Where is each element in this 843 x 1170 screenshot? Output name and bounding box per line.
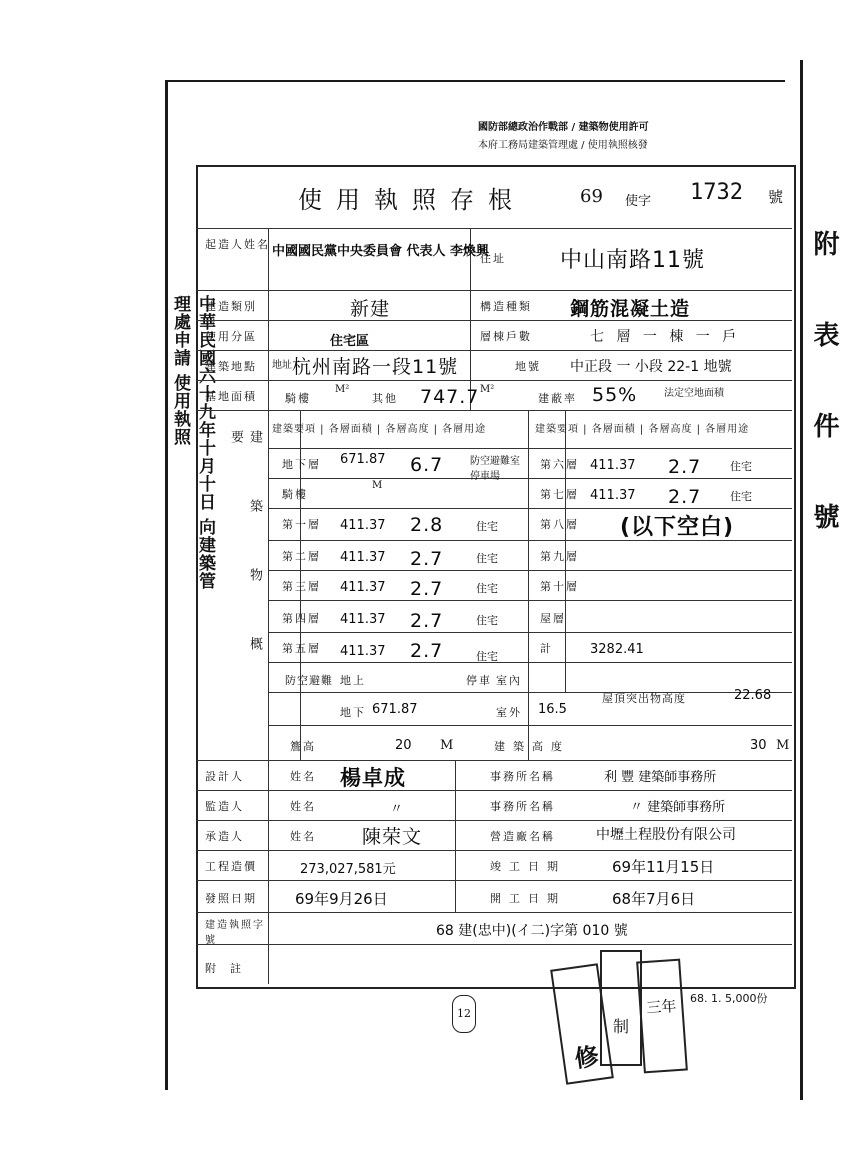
floor-height: 2.7: [410, 548, 444, 570]
address-label: 住址: [480, 252, 506, 265]
site-address-label: 地址: [272, 360, 292, 371]
address-value: 中山南路11號: [560, 248, 705, 273]
floor-area: 411.37: [590, 458, 636, 473]
zone-label: 使用分區: [205, 330, 257, 343]
floor-area: 411.37: [340, 550, 386, 565]
header-right: 建築要項 | 各層面積 | 各層高度 | 各層用途: [535, 424, 750, 435]
floor-name: 屋層: [540, 612, 566, 625]
small-seal: 12: [452, 995, 476, 1033]
total-value: 3282.41: [590, 642, 644, 657]
floor-use: 住宅: [476, 650, 498, 663]
structure-label: 構造種類: [480, 300, 532, 313]
print-code: 68. 1. 5,000份: [690, 992, 768, 1005]
floor-use: 住宅: [730, 460, 752, 473]
year-seal: 三年: [636, 959, 688, 1074]
designer-office: 利 豐 建築師事務所: [604, 770, 717, 785]
coverage-label: 建蔽率: [538, 392, 577, 405]
contractor-firm: 中壢土程股份有限公司: [596, 827, 736, 843]
area-label: 基地面積: [205, 390, 257, 403]
floor-use: 防空避難室 停車場: [470, 456, 520, 482]
stamp-line-2: 本府工務局建築管理處 / 使用執照核發: [478, 140, 648, 151]
note-label: 附註: [205, 962, 255, 975]
floor-height: 2.7: [410, 578, 444, 600]
supervisor-value: 〃: [390, 802, 404, 817]
permit-year: 69: [580, 186, 603, 207]
floor-use: 住宅: [476, 520, 498, 533]
height-value: 30: [750, 738, 767, 753]
cost-label: 工程造價: [205, 860, 257, 873]
start-label: 開工日期: [490, 892, 566, 905]
supervisor-office-label: 事務所名稱: [490, 800, 555, 813]
permit-label: 建造執照字號: [205, 920, 265, 946]
designer-value: 楊卓成: [340, 766, 406, 790]
legal-open-label: 法定空地面積: [664, 388, 724, 399]
floors-value: 七 層 一 棟 一 戶: [590, 329, 741, 345]
other-unit: M²: [480, 384, 495, 395]
floor-use: 住宅: [730, 490, 752, 503]
start-value: 68年7月6日: [612, 890, 696, 908]
floor-area: 411.37: [590, 488, 636, 503]
height-label: 建築高度: [494, 740, 570, 753]
contractor-label: 承造人: [205, 830, 244, 843]
floor-name: 第四層: [282, 612, 321, 625]
complete-value: 69年11月15日: [612, 858, 715, 876]
site-address: 杭州南路一段11號: [292, 356, 459, 378]
floor-height: 6.7: [410, 454, 444, 476]
floor-height: 2.7: [410, 640, 444, 662]
designer-office-label: 事務所名稱: [490, 770, 555, 783]
lot-label: 地號: [515, 360, 541, 373]
form-title: 使用執照存根: [298, 186, 526, 214]
floor-use: 住宅: [476, 614, 498, 627]
floor-area: 411.37: [340, 612, 386, 627]
header-left: 建築要項 | 各層面積 | 各層高度 | 各層用途: [272, 424, 487, 435]
supervisor-name-label: 姓名: [290, 800, 316, 813]
blank-below-note: (以下空白): [620, 515, 735, 540]
floor-use: 住宅: [476, 552, 498, 565]
arcade-unit: M²: [335, 384, 350, 395]
arcade-label: 騎樓: [285, 392, 311, 405]
applicant-value: 中國國民黨中央委員會 代表人 李煥興: [272, 244, 490, 259]
below-value: 671.87: [372, 702, 418, 717]
floor-name: 第三層: [282, 580, 321, 593]
category-label: 建造類別: [205, 300, 257, 313]
contractor-name-label: 姓名: [290, 830, 316, 843]
shelter-label: 防空避難: [285, 674, 333, 687]
issue-value: 69年9月26日: [295, 890, 388, 908]
left-margin-note: 中華民國六十九年十月十日 向建築管理處申請 使用執照: [170, 295, 215, 590]
outdoor-value: 16.5: [538, 702, 567, 717]
floor-name: 第二層: [282, 550, 321, 563]
site-label: 建築地點: [205, 360, 257, 373]
designer-label: 設計人: [205, 770, 244, 783]
supervisor-office: 〃 建築師事務所: [630, 800, 726, 815]
parking-label: 停車: [466, 674, 492, 687]
floor-name: 第十層: [540, 580, 579, 593]
scan-edge-right: [800, 60, 803, 1100]
floor-name: 第九層: [540, 550, 579, 563]
eave-value: 20: [395, 738, 412, 753]
roof-label: 屋頂突出物高度: [602, 692, 686, 705]
floor-area: 411.37: [340, 518, 386, 533]
right-margin-text: 附 表 件 號: [809, 230, 839, 558]
permit-number: 1732: [690, 180, 743, 205]
height-unit: M: [776, 738, 790, 753]
designer-name-label: 姓名: [290, 770, 316, 783]
floor-name: 地下層: [282, 458, 321, 471]
floor-area: 411.37: [340, 644, 386, 659]
indoor-label: 室內: [496, 674, 522, 687]
floor-area: 671.87: [340, 452, 386, 467]
revision-seal: 修: [550, 963, 614, 1085]
floor-use: 住宅: [476, 582, 498, 595]
floor-height: 2.8: [410, 514, 444, 536]
structure-value: 鋼筋混凝土造: [570, 298, 691, 320]
coverage-value: 55%: [592, 384, 638, 406]
permit-value: 68 建(忠中)(イ二)字第 010 號: [436, 923, 628, 939]
floor-name: 第一層: [282, 518, 321, 531]
floors-label: 層棟戶數: [480, 330, 532, 343]
permit-suffix: 號: [768, 188, 784, 206]
applicant-label: 起造人姓名: [205, 238, 270, 251]
floor-name: 第八層: [540, 518, 579, 531]
floor-height: 2.7: [410, 610, 444, 632]
total-label: 計: [540, 642, 553, 655]
contractor-value: 陳荣文: [362, 826, 423, 848]
floor-height: 2.7: [668, 456, 702, 478]
floor-unit: M: [372, 480, 383, 491]
eave-unit: M: [440, 738, 454, 753]
supervisor-label: 監造人: [205, 800, 244, 813]
other-value: 747.7: [420, 386, 480, 408]
floor-name: 第五層: [282, 642, 321, 655]
control-seal: 制: [600, 950, 642, 1066]
issue-label: 發照日期: [205, 892, 257, 905]
floor-name: 第七層: [540, 488, 579, 501]
scan-edge-top: [165, 80, 785, 82]
roof-value: 22.68: [734, 688, 772, 703]
complete-label: 竣工日期: [490, 860, 566, 873]
contractor-firm-label: 營造廠名稱: [490, 830, 555, 843]
above-label: 地上: [340, 674, 366, 687]
category-value: 新建: [350, 298, 391, 320]
eave-label: 簷高: [290, 740, 316, 753]
outdoor-label: 室外: [496, 706, 522, 719]
cost-value: 273,027,581元: [300, 862, 396, 877]
permit-prefix: 使字: [625, 194, 652, 209]
stamp-line-1: 國防部總政治作戰部 / 建築物使用許可: [478, 122, 649, 133]
section-label: 建築物概要: [228, 430, 262, 706]
below-label: 地下: [340, 706, 366, 719]
floor-name: 第六層: [540, 458, 579, 471]
lot-value: 中正段 一 小段 22-1 地號: [570, 359, 732, 375]
other-label: 其他: [372, 392, 398, 405]
floor-height: 2.7: [668, 486, 702, 508]
zone-value: 住宅區: [330, 334, 370, 349]
floor-area: 411.37: [340, 580, 386, 595]
floor-name: 騎樓: [282, 488, 308, 501]
